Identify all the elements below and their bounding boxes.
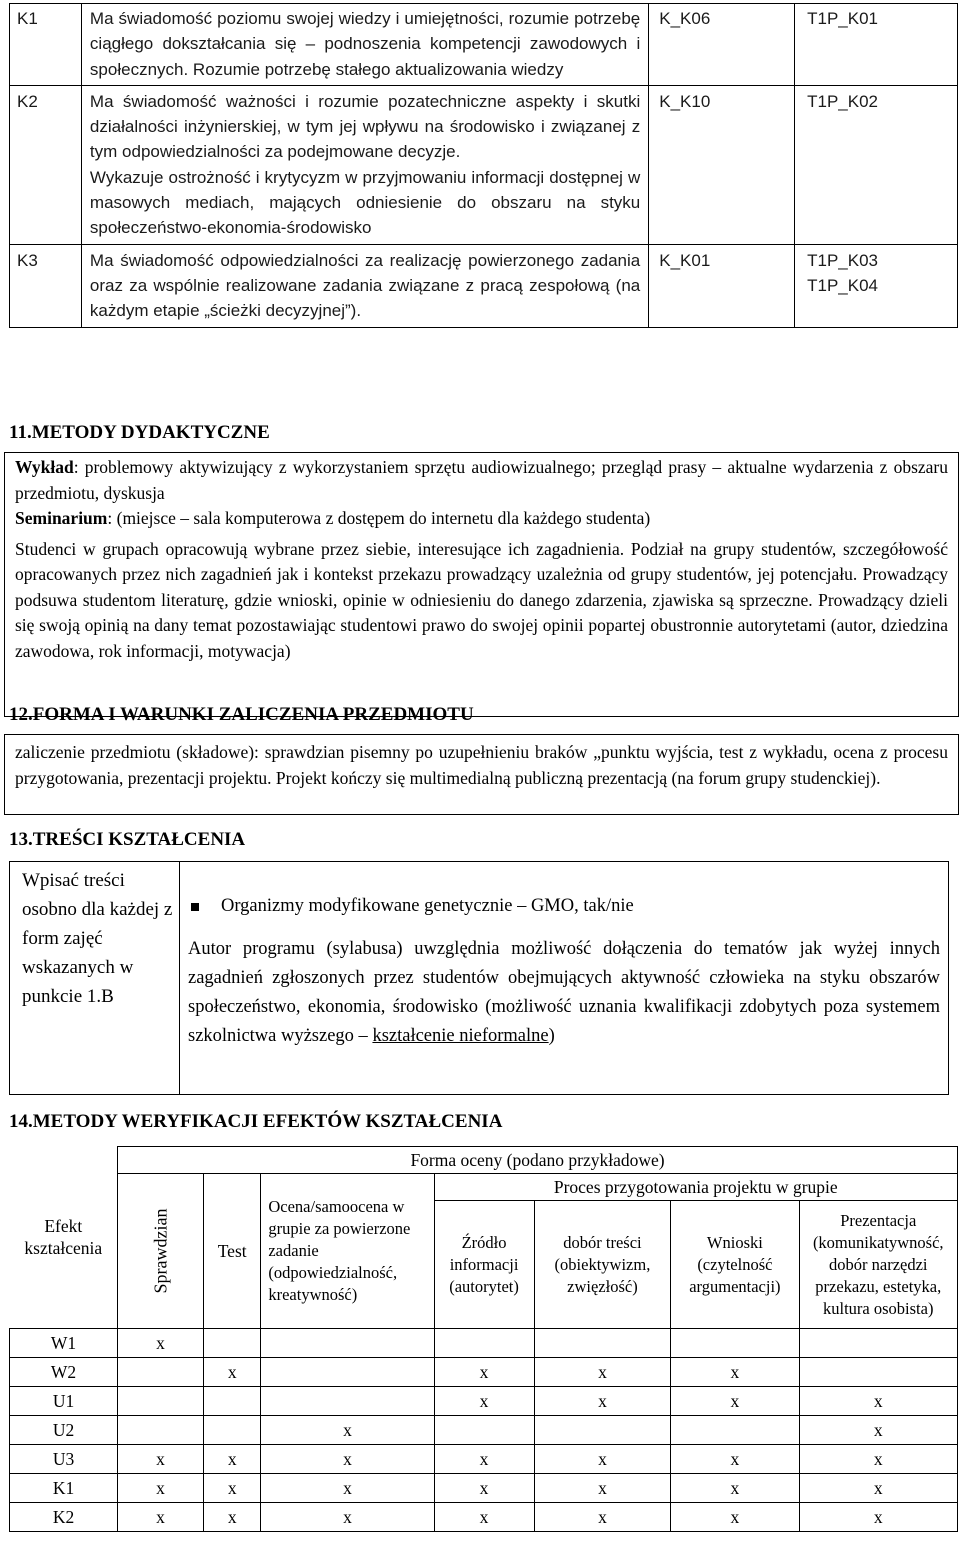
assessment-cell: x xyxy=(799,1416,958,1445)
informal-education-term: kształcenie nieformalne xyxy=(372,1026,549,1046)
assessment-cell: x xyxy=(671,1358,799,1387)
column-header: Prezentacja (komunikatywność, dobór narzędzi przekazu, estetyka, kultura osobista) xyxy=(799,1201,958,1329)
competency-row xyxy=(10,85,958,244)
competency-code: K1 xyxy=(10,4,82,86)
assessment-cell: x xyxy=(534,1503,671,1532)
direction-effect: K_K06 xyxy=(649,4,795,86)
direction-effect: K_K10 xyxy=(649,85,795,244)
assessment-cell: x xyxy=(261,1474,434,1503)
assessment-cell: x xyxy=(799,1387,958,1416)
assessment-cell: x xyxy=(118,1503,204,1532)
bullet-square-icon xyxy=(191,903,199,911)
competency-code: K3 xyxy=(10,244,82,327)
column-header: Ocena/samoocena w grupie za powierzone zadanie (odpowiedzialność, kreatywność) xyxy=(261,1174,434,1329)
assessment-cell: x xyxy=(118,1329,204,1358)
assessment-cell xyxy=(204,1387,261,1416)
assessment-cell: x xyxy=(671,1474,799,1503)
column-header: Wnioski (czytelność argumentacji) xyxy=(671,1201,799,1329)
table-row xyxy=(10,1416,958,1445)
assessment-cell xyxy=(118,1358,204,1387)
column-header: Test xyxy=(204,1174,261,1329)
area-effect: T1P_K02 xyxy=(795,85,958,244)
assessment-cell: x xyxy=(118,1445,204,1474)
section-11-title: 11.METODY DYDAKTYCZNE xyxy=(9,422,270,443)
assessment-cell xyxy=(671,1329,799,1358)
assessment-cell: x xyxy=(534,1387,671,1416)
assessment-conditions-box xyxy=(4,734,959,815)
competency-description: Ma świadomość ważności i rozumie pozatechniczne aspekty i skutki działalności inżynierskiej, w tym jej wpływu na środowisko i związanej z tym odpowiedzialności za podejmowane decyzje. Wykazuje ostrożność i krytycyzm w przyjmowaniu informacji dostępnej w masowych mediach, mających odniesienie do obszaru na styku społeczeństwo-ekonomia-środowisko xyxy=(81,85,648,244)
verification-table xyxy=(9,1146,958,1532)
assessment-cell: x xyxy=(204,1474,261,1503)
effect-code: K2 xyxy=(10,1503,118,1532)
area-effect: T1P_K01 xyxy=(795,4,958,86)
assessment-cell xyxy=(118,1416,204,1445)
assessment-cell: x xyxy=(434,1445,534,1474)
effect-code: U3 xyxy=(10,1445,118,1474)
column-header: dobór treści (obiektywizm, zwięzłość) xyxy=(534,1201,671,1329)
assessment-cell: x xyxy=(434,1358,534,1387)
assessment-form-header: Forma oceny (podano przykładowe) xyxy=(118,1147,958,1174)
teaching-methods-box xyxy=(4,452,959,717)
column-header: Źródło informacji (autorytet) xyxy=(434,1201,534,1329)
table-row xyxy=(10,1474,958,1503)
assessment-cell: x xyxy=(671,1445,799,1474)
verification-rows xyxy=(10,1329,958,1532)
competency-description: Ma świadomość odpowiedzialności za realizację powierzonego zadania oraz za wspólnie realizowane zadania związane z pracą zespołową (na każdym etapie „ścieżki decyzyjnej”). xyxy=(81,244,648,327)
assessment-cell: x xyxy=(434,1503,534,1532)
project-process-header: Proces przygotowania projektu w grupie xyxy=(434,1174,957,1201)
table-row xyxy=(10,1445,958,1474)
assessment-cell: x xyxy=(261,1503,434,1532)
assessment-cell xyxy=(434,1329,534,1358)
effect-code: W2 xyxy=(10,1358,118,1387)
section-14-title: 14.METODY WERYFIKACJI EFEKTÓW KSZTAŁCENIA xyxy=(9,1111,503,1132)
assessment-cell: x xyxy=(799,1474,958,1503)
effect-code: K1 xyxy=(10,1474,118,1503)
assessment-cell: x xyxy=(204,1445,261,1474)
assessment-cell xyxy=(118,1387,204,1416)
assessment-cell: x xyxy=(204,1358,261,1387)
assessment-cell: x xyxy=(534,1474,671,1503)
assessment-cell: x xyxy=(434,1387,534,1416)
direction-effect: K_K01 xyxy=(649,244,795,327)
assessment-cell: x xyxy=(671,1503,799,1532)
content-body xyxy=(188,892,940,1051)
assessment-cell: x xyxy=(204,1503,261,1532)
assessment-cell xyxy=(204,1416,261,1445)
competency-code: K2 xyxy=(10,85,82,244)
competency-description: Ma świadomość poziomu swojej wiedzy i umiejętności, rozumie potrzebę ciągłego dokształcania się – podnoszenia kompetencji zawodowych i społecznych. Rozumie potrzebę stałego aktualizowania wiedzy xyxy=(81,4,648,86)
effect-code: W1 xyxy=(10,1329,118,1358)
assessment-cell xyxy=(671,1416,799,1445)
area-effect: T1P_K03 T1P_K04 xyxy=(795,244,958,327)
assessment-cell: x xyxy=(534,1445,671,1474)
competency-row xyxy=(10,4,958,86)
effect-code: U1 xyxy=(10,1387,118,1416)
seminar-label: Seminarium xyxy=(15,508,108,528)
content-paragraph: Autor programu (sylabusa) uwzględnia możliwość dołączenia do tematów jak wyżej innych zagadnień zgłoszonych przez studentów obejmujących aktywność człowieka na styku obszarów społeczeństwo, ekonomia, środowisko (możliwość uznania kwalifikacji zdobytych poza systemem szkolnictwa wyższego – kształcenie nieformalne) xyxy=(188,939,940,1046)
section-12-title: 12.FORMA I WARUNKI ZALICZENIA PRZEDMIOTU xyxy=(9,704,474,725)
assessment-cell: x xyxy=(261,1445,434,1474)
assessment-cell xyxy=(799,1358,958,1387)
assessment-text: zaliczenie przedmiotu (składowe): sprawdzian pisemny po uzupełnieniu braków „punktu wyjścia, test z wykładu, ocena z procesu przygotowania, prezentacji projektu. Projekt kończy się multimedialną publiczną prezentacją (na forum grupy studenckiej). xyxy=(15,742,948,788)
assessment-cell: x xyxy=(118,1474,204,1503)
lecture-text: : problemowy aktywizujący z wykorzystaniem sprzętu audiowizualnego; przegląd prasy – aktualne wydarzenia z obszaru przedmiotu, dyskusja xyxy=(15,457,948,503)
effect-header: Efekt kształcenia xyxy=(10,1147,118,1329)
effect-code: U2 xyxy=(10,1416,118,1445)
assessment-cell: x xyxy=(434,1474,534,1503)
assessment-cell: x xyxy=(534,1358,671,1387)
content-form-label: Wpisać treści osobno dla każdej z form zajęć wskazanych w punkcie 1.B xyxy=(10,862,180,1094)
assessment-cell: x xyxy=(671,1387,799,1416)
competency-row xyxy=(10,244,958,327)
assessment-cell xyxy=(534,1329,671,1358)
assessment-cell xyxy=(261,1329,434,1358)
lecture-label: Wykład xyxy=(15,457,74,477)
assessment-cell: x xyxy=(799,1445,958,1474)
section-13-title: 13.TREŚCI KSZTAŁCENIA xyxy=(9,829,246,850)
assessment-cell xyxy=(534,1416,671,1445)
assessment-cell xyxy=(799,1329,958,1358)
assessment-cell xyxy=(434,1416,534,1445)
seminar-text: : (miejsce – sala komputerowa z dostępem do internetu dla każdego studenta) xyxy=(107,508,651,528)
table-row xyxy=(10,1358,958,1387)
course-content-box xyxy=(9,861,949,1095)
assessment-cell xyxy=(261,1358,434,1387)
assessment-cell: x xyxy=(261,1416,434,1445)
table-row xyxy=(10,1503,958,1532)
competencies-table xyxy=(9,3,958,328)
methods-paragraph: Studenci w grupach opracowują wybrane przez siebie, interesujące ich zagadnienia. Podział na grupy studentów, szczegółowość opracowanych przez nich zagadnień jak i kontekst przekazu prowadzący uzależnia od grupy studentów, jej potencjału. Prowadzący podsuwa studentom literaturę, gdzie wnioski, opinie w odniesieniu do danego zdarzenia, zjawiska są sprzeczne. Prowadzący dzieli się swoją opinią na dany temat pozostawiając studentowi prawo do swojej opinii popartej obustronnie autorytetami (autor, dziedzina zawodowa, rok informacji, motywacja) xyxy=(15,538,948,661)
table-row xyxy=(10,1387,958,1416)
assessment-cell: x xyxy=(799,1503,958,1532)
assessment-cell xyxy=(204,1329,261,1358)
column-header: Sprawdzian xyxy=(118,1174,204,1329)
table-row xyxy=(10,1329,958,1358)
assessment-cell xyxy=(261,1387,434,1416)
content-bullet: Organizmy modyfikowane genetycznie – GMO, tak/nie xyxy=(188,892,940,921)
